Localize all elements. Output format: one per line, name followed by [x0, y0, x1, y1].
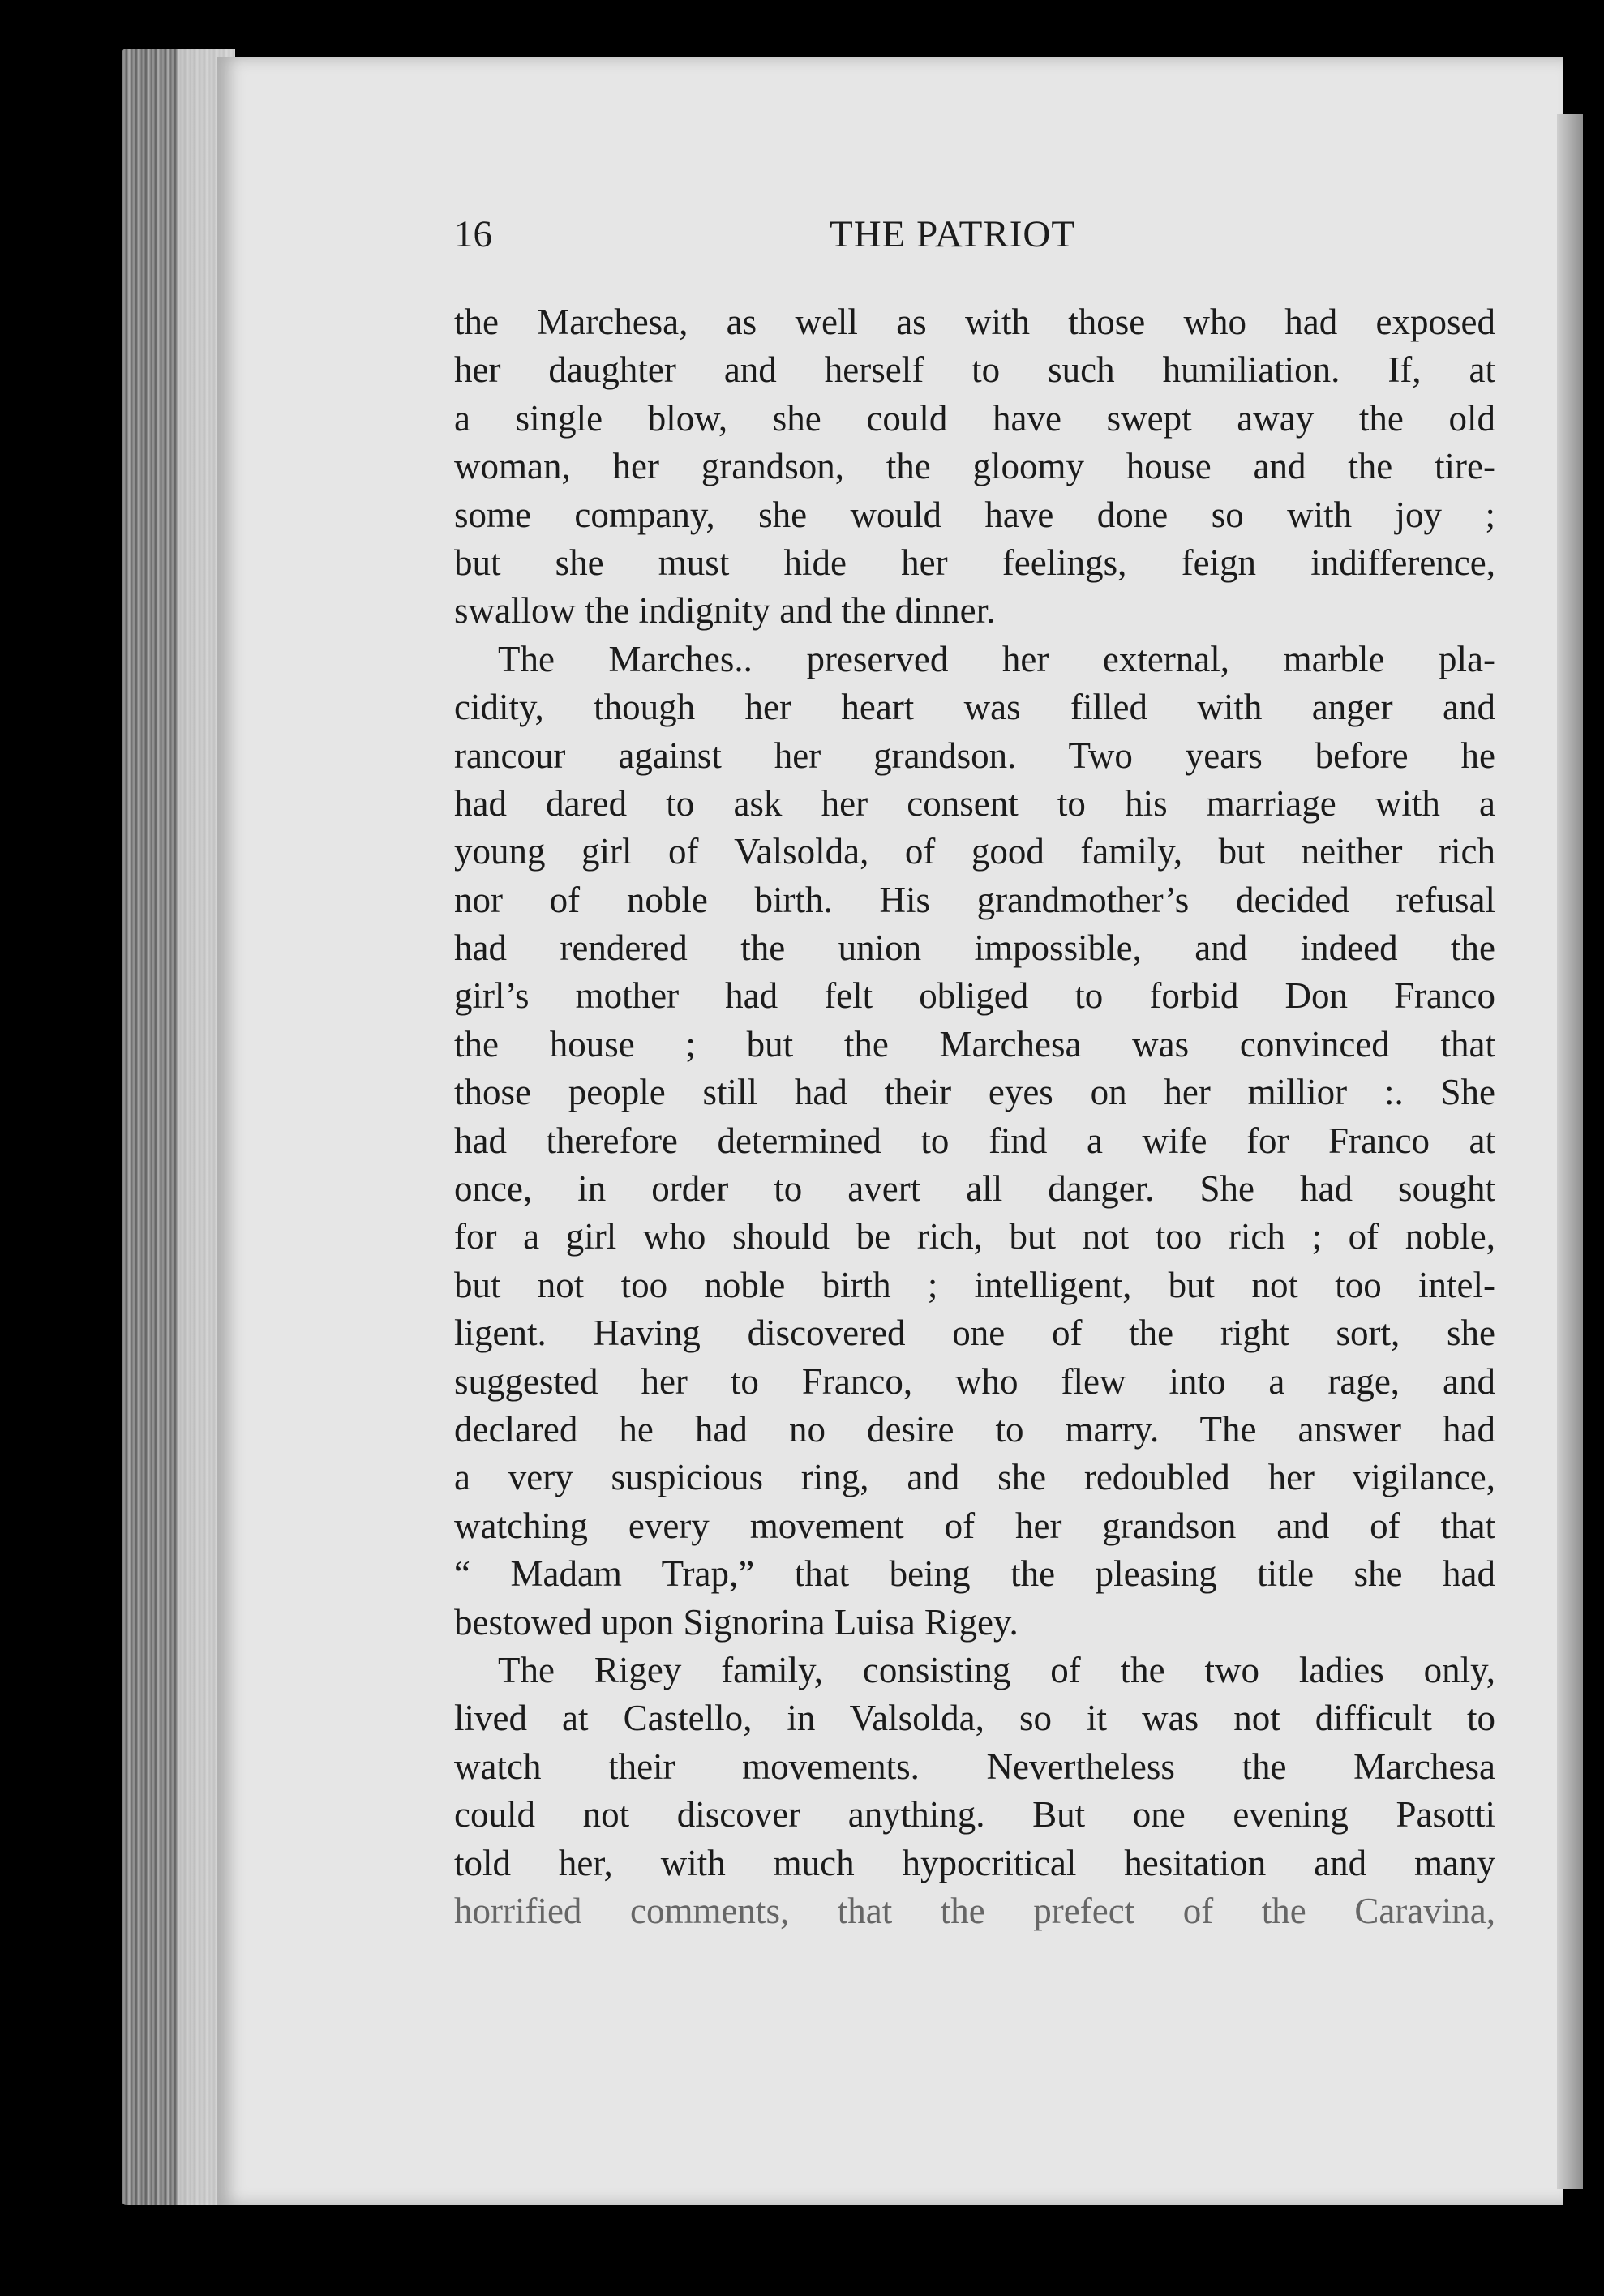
text-line: the Marchesa, as well as with those who had exposed — [454, 302, 1495, 342]
text-line: “ Madam Trap,” that being the pleasing title she had — [454, 1553, 1495, 1595]
text-line: had rendered the union impossible, and indeed the — [454, 927, 1495, 969]
text-line: those people still had their eyes on her millior :. She — [454, 1072, 1495, 1113]
text-line: her daughter and herself to such humiliation. If, at — [454, 349, 1495, 391]
page-number: 16 — [454, 213, 492, 255]
text-line: a single blow, she could have swept away the old — [454, 397, 1495, 439]
text-line: The Marches.. preserved her external, marble pla- — [498, 638, 1495, 679]
text-line: ligent. Having discovered one of the right sort, she — [454, 1313, 1495, 1354]
text-line: a very suspicious ring, and she redoubled her vigilance, — [454, 1457, 1495, 1498]
text-line: woman, her grandson, the gloomy house and the tire- — [454, 446, 1495, 487]
text-line: declared he had no desire to marry. The answer had — [454, 1408, 1495, 1450]
text-line: The Rigey family, consisting of the two ladies only, — [498, 1649, 1495, 1690]
text-line: for a girl who should be rich, but not too rich ; of noble, — [454, 1216, 1495, 1257]
text-line: some company, she would have done so with joy ; — [454, 494, 1495, 535]
text-line: swallow the indignity and the dinner. — [454, 590, 996, 632]
text-line: watch their movements. Nevertheless the Marchesa — [454, 1746, 1495, 1787]
text-line: once, in order to avert all danger. She had sought — [454, 1168, 1495, 1210]
text-line: the house ; but the Marchesa was convinced that — [454, 1023, 1495, 1064]
text-line: lived at Castello, in Valsolda, so it was not difficult to — [454, 1698, 1495, 1739]
text-line: rancour against her grandson. Two years before he — [454, 735, 1495, 776]
page-right-edge — [1557, 114, 1583, 2189]
text-line: horrified comments, that the prefect of the Caravina, — [454, 1890, 1495, 1931]
text-line: watching every movement of her grandson and of that — [454, 1505, 1495, 1546]
text-line: could not discover anything. But one evening Pasotti — [454, 1794, 1495, 1836]
text-line: but not too noble birth ; intelligent, but not too intel- — [454, 1264, 1495, 1305]
text-line: had therefore determined to find a wife for Franco at — [454, 1120, 1495, 1161]
text-line: suggested her to Franco, who flew into a rage, and — [454, 1360, 1495, 1402]
text-line: told her, with much hypocritical hesitation and many — [454, 1842, 1495, 1883]
text-line: cidity, though her heart was filled with anger and — [454, 687, 1495, 728]
text-line: but she must hide her feelings, feign indifference, — [454, 542, 1495, 583]
text-line: nor of noble birth. His grandmother’s decided refusal — [454, 879, 1495, 920]
running-title: THE PATRIOT — [830, 213, 1076, 255]
page-header — [454, 212, 1508, 269]
body-text — [454, 298, 1495, 1935]
text-line: young girl of Valsolda, of good family, but neither rich — [454, 831, 1495, 872]
text-line: bestowed upon Signorina Luisa Rigey. — [454, 1601, 1019, 1643]
text-line: had dared to ask her consent to his marriage with a — [454, 782, 1495, 824]
text-line: girl’s mother had felt obliged to forbid Don Franco — [454, 975, 1495, 1017]
